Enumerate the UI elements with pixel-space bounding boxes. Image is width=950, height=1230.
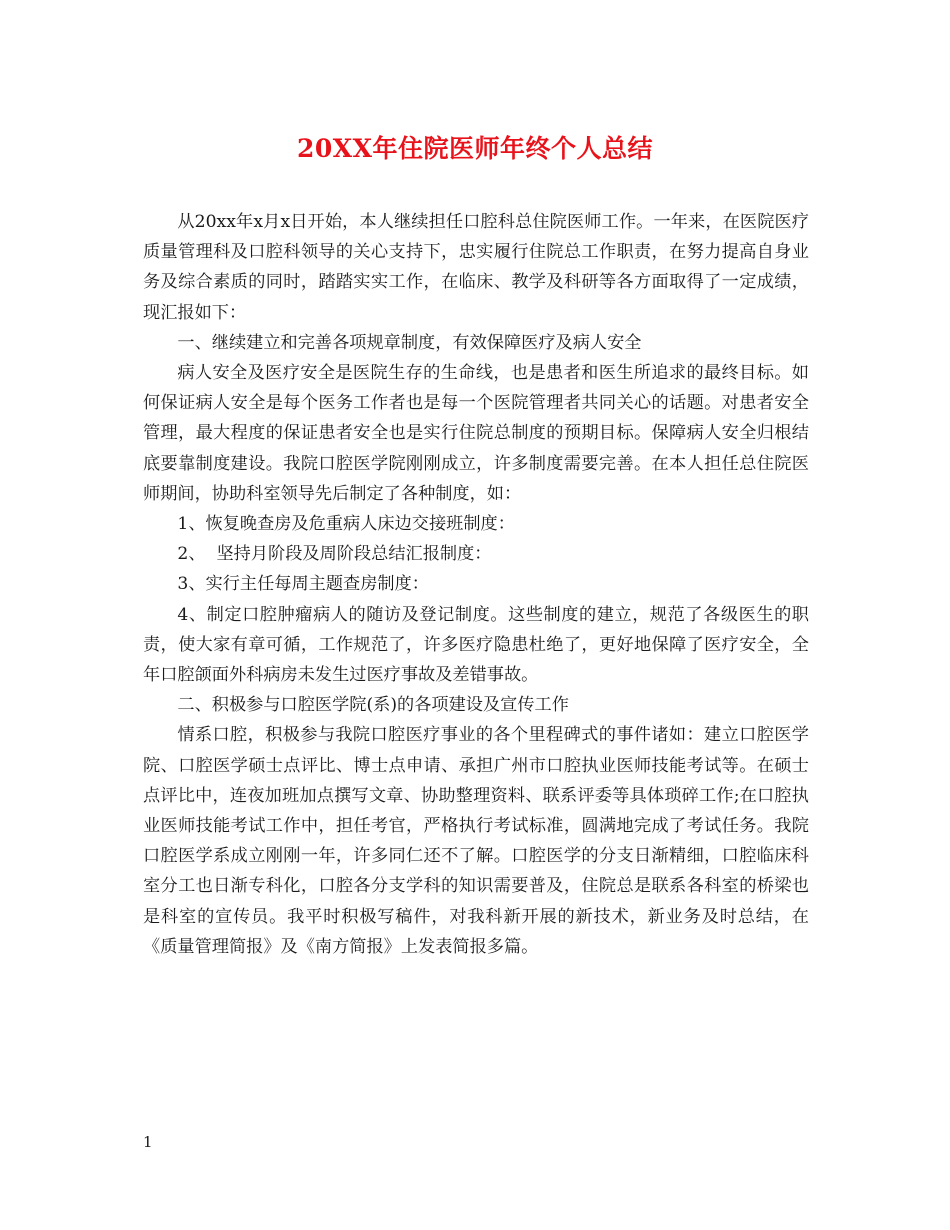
section-heading-2: 二、积极参与口腔医学院(系)的各项建设及宣传工作 bbox=[177, 695, 569, 716]
section-heading-1: 一、继续建立和完善各项规章制度，有效保障医疗及病人安全 bbox=[177, 332, 642, 353]
page-number: 1 bbox=[143, 1133, 153, 1151]
list-item-2: 2、 坚持月阶段及周阶段总结汇报制度： bbox=[177, 544, 492, 565]
paragraph-intro: 从20xx年x月x日开始，本人继续担任口腔科总住院医师工作。一年来，在医院医疗质量管理科及口腔科领导的关心支持下，忠实履行住院总工作职责，在努力提高自身业务及综合素质的同时，踏踏实实工作，在临床、教学及科研等各方面取得了一定成绩，现汇报如下： bbox=[143, 212, 809, 323]
document-body bbox=[143, 207, 809, 962]
paragraph-safety: 病人安全及医疗安全是医院生存的生命线，也是患者和医生所追求的最终目标。如何保证病人安全是每个医务工作者也是每一个医院管理者共同关心的话题。对患者安全管理，最大程度的保证患者安全也是实行住院总制度的预期目标。保障病人安全归根结底要靠制度建设。我院口腔医学院刚刚成立，许多制度需要完善。在本人担任总住院医师期间，协助科室领导先后制定了各种制度，如： bbox=[143, 363, 809, 504]
paragraph-promotion: 情系口腔，积极参与我院口腔医疗事业的各个里程碑式的事件诸如：建立口腔医学院、口腔医学硕士点评比、博士点申请、承担广州市口腔执业医师技能考试等。在硕士点评比中，连夜加班加点撰写文章、协助整理资料、联系评委等具体琐碎工作;在口腔执业医师技能考试工作中，担任考官，严格执行考试标准，圆满地完成了考试任务。我院口腔医学系成立刚刚一年，许多同仁还不了解。口腔医学的分支日渐精细，口腔临床科室分工也日渐专科化，口腔各分支学科的知识需要普及，住院总是联系各科室的桥梁也是科室的宣传员。我平时积极写稿件，对我科新开展的新技术，新业务及时总结，在《质量管理简报》及《南方简报》上发表简报多篇。 bbox=[143, 725, 809, 957]
list-item-1: 1、恢复晚查房及危重病人床边交接班制度： bbox=[177, 514, 515, 535]
document-title: 20XX年住院医师年终个人总结 bbox=[296, 134, 654, 163]
list-item-3: 3、实行主任每周主题查房制度： bbox=[177, 574, 429, 595]
list-item-4: 4、制定口腔肿瘤病人的随访及登记制度。这些制度的建立，规范了各级医生的职责，使大家有章可循，工作规范了，许多医疗隐患杜绝了，更好地保障了医疗安全，全年口腔颌面外科病房未发生过医疗事故及差错事故。 bbox=[143, 604, 809, 686]
